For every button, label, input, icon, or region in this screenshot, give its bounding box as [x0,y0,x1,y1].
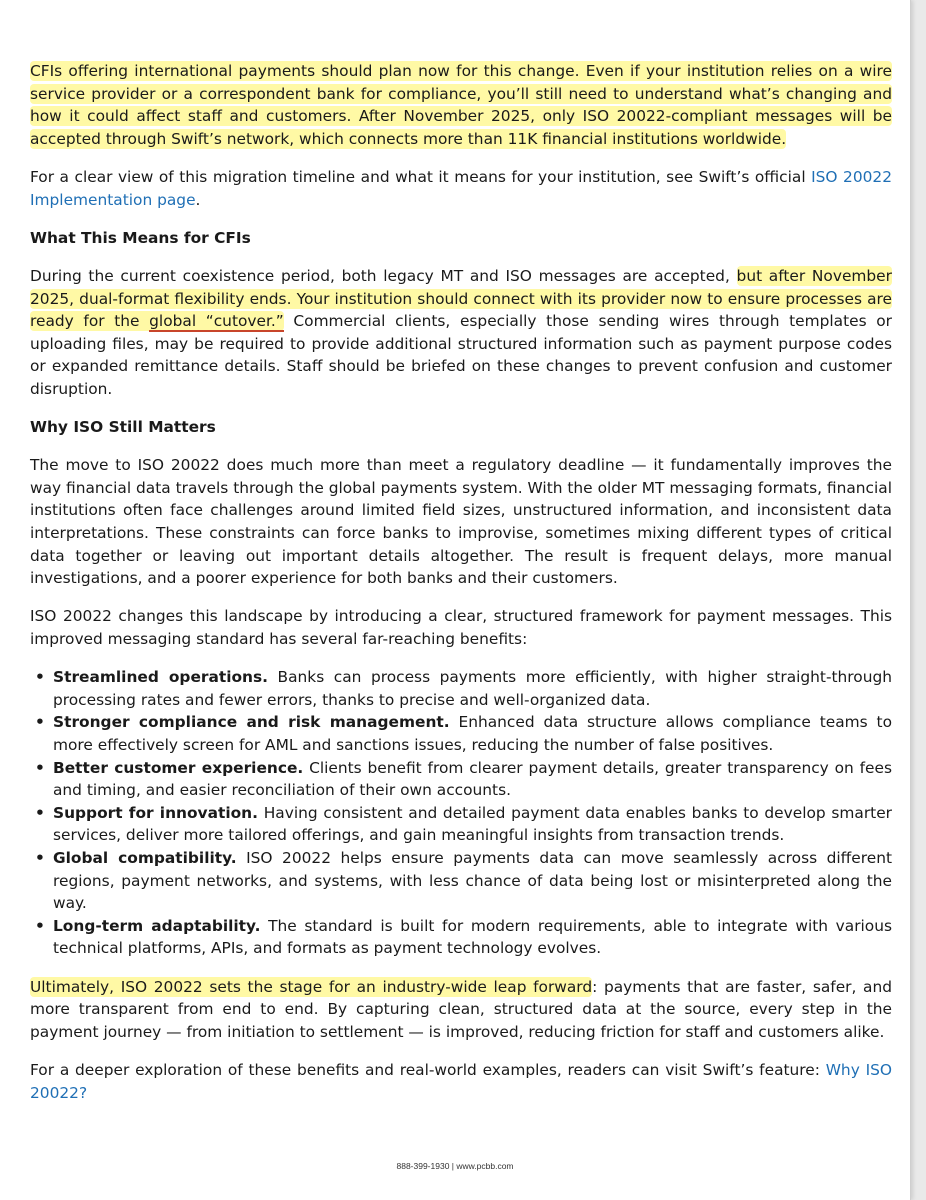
list-item-text: Enhanced data structure allows compliance teams to more effectively screen for AML and sanctions issues, reducing the number of false positives. [53,713,892,754]
highlighted-text-part: but after November 2025, dual-format flexibility ends. Your institution should connect with its provider now to ensure processes are ready for the [30,266,892,331]
list-item [30,711,892,756]
list-item-title: Support for innovation. [53,803,258,822]
paragraph-move-to-iso: The move to ISO 20022 does much more than meet a regulatory deadline — it fundamentally improves the way financial data travels through the global payments system. With the older MT messaging formats, financial institutions often face challenges around limited field sizes, unstructured information, and inconsistent data interpretations. These constraints can force banks to improvise, sometimes mixing different types of critical data together or leaving out important details altogether. The result is frequent delays, more manual investigations, and a poorer experience for both banks and their customers. [30,456,892,588]
list-item-text: ISO 20022 helps ensure payments data can move seamlessly across different regions, payment networks, and systems, with less chance of data being lost or misinterpreted along the way. [53,848,893,913]
paragraph-text: During the current coexistence period, both legacy MT and ISO messages are accepted, [30,266,737,285]
list-item [30,757,892,802]
list-item-title: Long-term adaptability. [53,916,261,935]
paragraph-text: For a deeper exploration of these benefits and real-world examples, readers can visit Swift’s feature: [30,1060,826,1079]
list-item-text: Banks can process payments more efficiently, with higher straight-through processing rates and fewer errors, thanks to precise and well-organized data. [53,668,892,709]
bullet-icon: • [35,758,45,777]
list-item-title: Streamlined operations. [53,668,269,687]
list-item [30,802,892,847]
why-iso-link[interactable]: Why ISO 20022? [30,1060,892,1102]
list-item [30,847,892,915]
paragraph-text: For a clear view of this migration timeline and what it means for your institution, see Swift’s official [30,167,812,186]
paragraph-end: . [195,190,201,209]
paragraph-text: : payments that are faster, safer, and more transparent from end to end. By capturing clean, structured data at the source, every step in the payment journey — from initiation to settlement — is improved, reducing friction for staff and customers alike. [30,977,892,1041]
list-item-title: Global compatibility. [53,848,237,867]
heading-what-this-means: What This Means for CFIs [30,228,251,247]
bullet-icon: • [35,916,45,935]
list-item [30,666,892,711]
list-item-title: Stronger compliance and risk management. [53,713,450,732]
highlighted-text: Ultimately, ISO 20022 sets the stage for an industry-wide leap forward [30,977,593,996]
heading-why-iso: Why ISO Still Matters [30,418,216,437]
highlighted-text: CFIs offering international payments should plan now for this change. Even if your institution relies on a wire service provider or a correspondent bank for compliance, you’ll still need to understand what’s changing and how it could affect staff and customers. After November 2025, only ISO 20022-compliant messages will be accepted through Swift’s network, which connects more than 11K financial institutions worldwide. [30,62,892,148]
list-item-text: Clients benefit from clearer payment details, greater transparency on fees and timing, and easier reconciliation of their own accounts. [53,758,892,800]
paragraph-deeper-exploration [30,1059,892,1104]
page-footer: 888-399-1930 | www.pcbb.com [396,1161,514,1171]
list-item [30,915,892,960]
list-item-text: Having consistent and detailed payment data enables banks to develop smarter services, deliver more tailored offerings, and gain meaningful insights from transaction trends. [53,803,892,845]
iso-implementation-link[interactable]: ISO 20022 Implementation page [30,167,892,209]
bullet-icon: • [35,848,45,867]
paragraph-ultimately [30,976,892,1044]
bullet-icon: • [35,668,45,687]
paragraph-migration-timeline [30,166,892,211]
paragraph-text-rest: Commercial clients, especially those sending wires through templates or uploading files, may be required to provide additional structured information such as payment purpose codes or expanded remittance details. Staff should be briefed on these changes to prevent confusion and customer disruption. [30,312,892,398]
paragraph-coexistence [30,265,892,401]
underlined-cutover: global “cutover.” [149,312,284,331]
paragraph-iso-changes: ISO 20022 changes this landscape by introducing a clear, structured framework for payment messages. This improved messaging standard has several far-reaching benefits: [30,607,892,649]
bullet-icon: • [35,713,45,732]
bullet-icon: • [35,803,45,822]
paragraph-cfis-plan [30,60,892,150]
benefits-list [30,666,892,960]
document-body [30,60,892,1120]
list-item-title: Better customer experience. [53,758,304,777]
list-item-text: The standard is built for modern requirements, able to integrate with various technical platforms, APIs, and formats as payment technology evolves. [53,916,892,958]
